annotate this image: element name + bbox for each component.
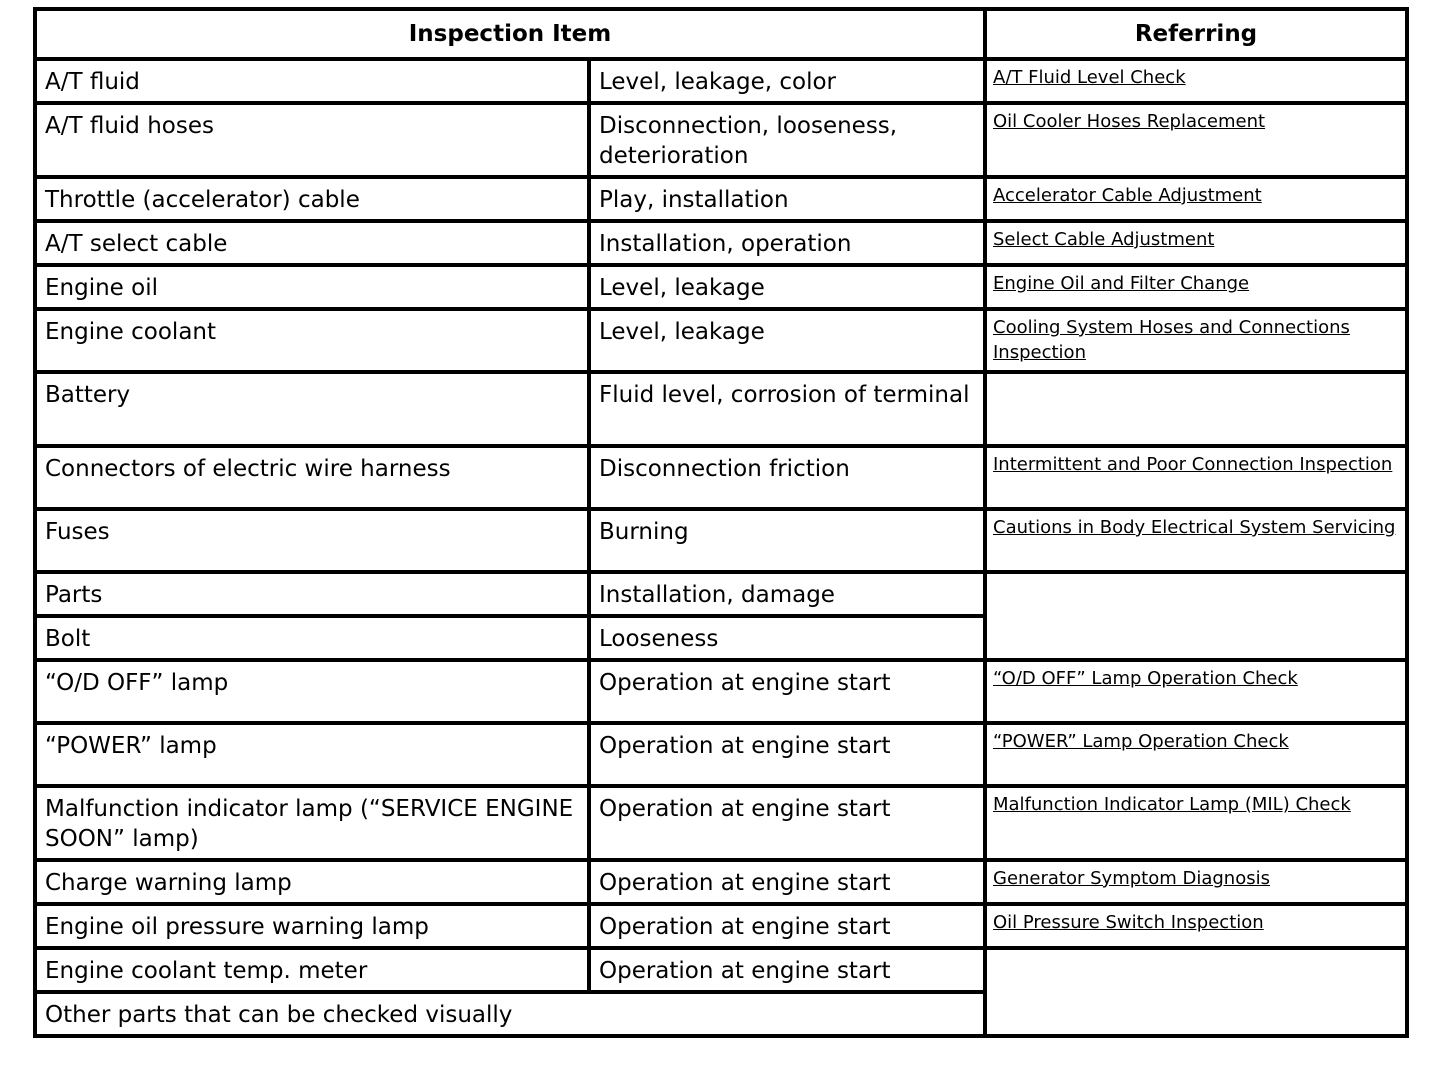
inspection-condition: Burning [589,509,985,572]
inspection-item: A/T fluid [35,59,589,103]
inspection-condition: Fluid level, corrosion of terminal [589,372,985,446]
inspection-condition: Looseness [589,616,985,660]
inspection-condition: Level, leakage [589,265,985,309]
inspection-condition: Installation, damage [589,572,985,616]
inspection-item: Parts [35,572,589,616]
inspection-item: Connectors of electric wire harness [35,446,589,509]
inspection-condition: Installation, operation [589,221,985,265]
inspection-condition: Operation at engine start [589,904,985,948]
table-row [35,660,1407,723]
inspection-item: “POWER” lamp [35,723,589,786]
reference-link[interactable]: Intermittent and Poor Connection Inspection [993,454,1393,475]
table-row [35,372,1407,446]
inspection-item: Battery [35,372,589,446]
reference-link[interactable]: Cooling System Hoses and Connections Inspection [993,317,1350,363]
inspection-item: “O/D OFF” lamp [35,660,589,723]
reference-link[interactable]: Oil Pressure Switch Inspection [993,912,1264,933]
table-row [35,177,1407,221]
inspection-item: Bolt [35,616,589,660]
inspection-item: Other parts that can be checked visually [35,992,985,1036]
header-row [35,9,1407,59]
inspection-item: Engine coolant temp. meter [35,948,589,992]
reference-link[interactable]: “POWER” Lamp Operation Check [993,731,1289,752]
inspection-condition: Play, installation [589,177,985,221]
referring-cell [985,309,1407,372]
inspection-condition: Level, leakage, color [589,59,985,103]
inspection-item: Throttle (accelerator) cable [35,177,589,221]
referring-cell [985,723,1407,786]
referring-cell [985,446,1407,509]
inspection-item: A/T select cable [35,221,589,265]
inspection-condition: Operation at engine start [589,660,985,723]
inspection-condition: Operation at engine start [589,860,985,904]
referring-cell-empty [985,948,1407,1036]
inspection-item: A/T fluid hoses [35,103,589,177]
table-row [35,904,1407,948]
referring-cell [985,786,1407,860]
reference-link[interactable]: Accelerator Cable Adjustment [993,185,1262,206]
inspection-condition: Operation at engine start [589,948,985,992]
inspection-condition: Disconnection friction [589,446,985,509]
inspection-table-frame [33,7,1405,1028]
referring-cell [985,660,1407,723]
table-row [35,572,1407,616]
header-inspection-item: Inspection Item [35,9,985,59]
referring-cell-empty [985,372,1407,446]
table-row [35,446,1407,509]
reference-link[interactable]: Malfunction Indicator Lamp (MIL) Check [993,794,1351,815]
referring-cell [985,265,1407,309]
table-row [35,59,1407,103]
referring-cell [985,177,1407,221]
inspection-condition: Disconnection, looseness, deterioration [589,103,985,177]
reference-link[interactable]: A/T Fluid Level Check [993,67,1186,88]
inspection-item: Engine coolant [35,309,589,372]
header-referring: Referring [985,9,1407,59]
table-row [35,786,1407,860]
table-row [35,309,1407,372]
table-row [35,948,1407,992]
reference-link[interactable]: Engine Oil and Filter Change [993,273,1250,294]
referring-cell [985,509,1407,572]
inspection-item: Fuses [35,509,589,572]
table-row [35,103,1407,177]
inspection-item: Charge warning lamp [35,860,589,904]
inspection-item: Engine oil [35,265,589,309]
inspection-item: Malfunction indicator lamp (“SERVICE ENGINE SOON” lamp) [35,786,589,860]
table-row [35,860,1407,904]
referring-cell [985,221,1407,265]
inspection-item: Engine oil pressure warning lamp [35,904,589,948]
referring-cell [985,59,1407,103]
referring-cell-empty [985,572,1407,660]
referring-cell [985,860,1407,904]
table-row [35,221,1407,265]
table-row [35,509,1407,572]
reference-link[interactable]: “O/D OFF” Lamp Operation Check [993,668,1298,689]
table-row [35,265,1407,309]
reference-link[interactable]: Oil Cooler Hoses Replacement [993,111,1266,132]
reference-link[interactable]: Select Cable Adjustment [993,229,1215,250]
referring-cell [985,904,1407,948]
inspection-table [33,7,1409,1038]
table-row [35,723,1407,786]
reference-link[interactable]: Generator Symptom Diagnosis [993,868,1270,889]
reference-link[interactable]: Cautions in Body Electrical System Servicing [993,517,1396,538]
inspection-condition: Operation at engine start [589,786,985,860]
inspection-condition: Level, leakage [589,309,985,372]
referring-cell [985,103,1407,177]
inspection-condition: Operation at engine start [589,723,985,786]
